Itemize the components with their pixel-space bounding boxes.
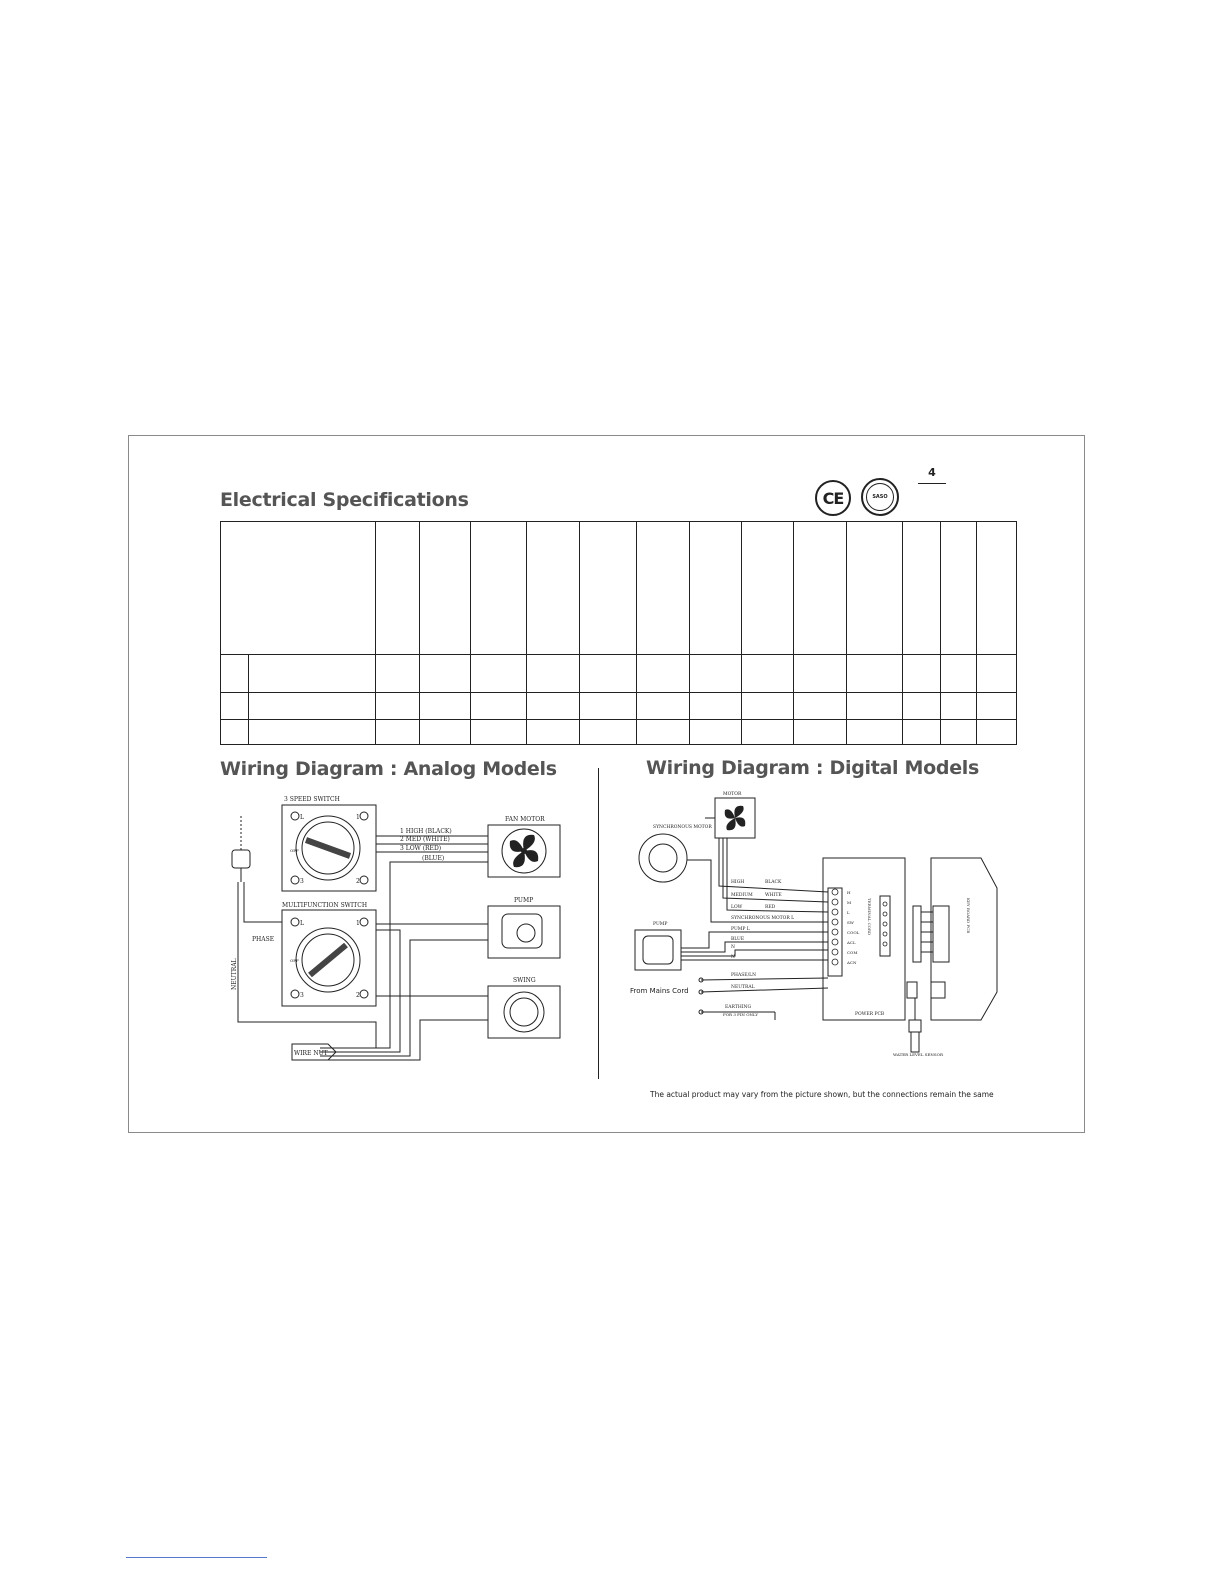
table-cell <box>742 720 794 745</box>
table-cell <box>420 522 471 655</box>
table-cell <box>847 693 902 720</box>
ce-mark-icon <box>815 480 851 516</box>
table-header-row <box>221 522 1017 655</box>
wire-label: EARTHING <box>725 1005 752 1010</box>
terminal-label: 1 <box>356 814 360 821</box>
synchronous-motor <box>639 834 687 882</box>
ce-label: CE <box>822 488 844 508</box>
fan-blades-icon <box>510 835 538 867</box>
terminal-label: 2 <box>356 878 360 885</box>
table-cell <box>221 693 249 720</box>
table-cell <box>742 522 794 655</box>
wire-label: WHITE <box>765 893 782 898</box>
terminal-pin-label: SW <box>847 920 854 925</box>
table-cell <box>636 655 689 693</box>
plug-icon <box>232 850 250 868</box>
pump-label: PUMP <box>653 922 668 927</box>
table-cell <box>526 655 579 693</box>
terminal-pin-label: ACN <box>847 960 857 965</box>
table-cell <box>375 655 420 693</box>
phase-label: PHASE <box>252 936 275 943</box>
footer-note: The actual product may vary from the picture shown, but the connections remain the same <box>650 1090 994 1099</box>
terminal-pin-label: M <box>847 900 852 905</box>
from-mains-label: From Mains Cord <box>630 987 689 995</box>
saso-label: SASO <box>872 494 888 500</box>
table-cell <box>526 720 579 745</box>
motor-label: MOTOR <box>723 792 742 797</box>
key-board-pcb <box>931 858 997 1020</box>
analog-wiring-diagram <box>220 790 570 1080</box>
table-cell <box>471 720 526 745</box>
digital-wiring-diagram <box>625 788 1000 1073</box>
table-cell <box>375 720 420 745</box>
table-cell <box>580 720 636 745</box>
table-cell <box>420 720 471 745</box>
table-row <box>221 655 1017 693</box>
dial-off-label: OFF <box>290 958 299 963</box>
pump-label: PUMP <box>514 897 534 904</box>
table-cell <box>526 693 579 720</box>
table-cell <box>794 720 847 745</box>
table-cell <box>248 720 375 745</box>
table-cell <box>221 655 249 693</box>
table-cell <box>471 655 526 693</box>
table-cell <box>742 655 794 693</box>
terminal-label: L <box>300 920 304 927</box>
terminal-label: 2 <box>356 992 360 999</box>
table-cell <box>902 655 940 693</box>
wire-label: LOW <box>731 905 743 910</box>
dial-off-label: OFF <box>290 848 299 853</box>
wire-label: RED <box>765 905 776 910</box>
table-cell <box>941 655 977 693</box>
spec-table <box>220 521 1017 745</box>
table-cell <box>580 693 636 720</box>
table-cell <box>794 522 847 655</box>
spec-title: Electrical Specifications <box>220 489 469 511</box>
table-cell <box>977 522 1017 655</box>
table-cell <box>689 522 741 655</box>
wire-nut-label: WIRE NUT <box>294 1050 328 1057</box>
motor-fan-icon <box>725 806 746 831</box>
wire-label: SYNCHRONOUS MOTOR L <box>731 916 795 921</box>
wire-label: N <box>731 955 735 960</box>
table-cell <box>636 693 689 720</box>
multifunction-switch-label: MULTIFUNCTION SWITCH <box>282 902 368 909</box>
table-cell <box>941 693 977 720</box>
table-row <box>221 693 1017 720</box>
blue-wire-label: (BLUE) <box>422 855 445 862</box>
table-cell <box>221 522 376 655</box>
table-cell <box>977 655 1017 693</box>
wire-label: MEDIUM <box>731 893 753 898</box>
fan-motor-label: FAN MOTOR <box>505 816 545 823</box>
sync-motor-label: SYNCHRONOUS MOTOR <box>653 825 712 830</box>
terminal-pin-label: ACL <box>847 940 856 945</box>
table-cell <box>420 693 471 720</box>
table-cell <box>471 522 526 655</box>
table-cell <box>977 720 1017 745</box>
swing-label: SWING <box>513 977 536 984</box>
terminal-pin-label: COM <box>847 950 858 955</box>
terminal-label: 3 <box>300 992 304 999</box>
key-board-label: KEY BOARD PCB <box>966 898 971 934</box>
wire-label: BLUE <box>731 937 745 942</box>
terminal-pin-label: H <box>847 890 851 895</box>
table-cell <box>526 522 579 655</box>
power-pcb-label: POWER PCB <box>855 1012 885 1017</box>
table-cell <box>636 522 689 655</box>
terminal-pin-label: COOL <box>847 930 860 935</box>
table-cell <box>847 655 902 693</box>
wire-label: PHASE/LN <box>731 973 757 978</box>
speed-switch-label: 3 SPEED SWITCH <box>284 796 340 803</box>
table-row <box>221 720 1017 745</box>
terminal-label: 1 <box>356 920 360 927</box>
table-cell <box>375 693 420 720</box>
section-divider <box>598 768 599 1079</box>
table-cell <box>221 720 249 745</box>
table-cell <box>794 693 847 720</box>
med-wire-label: 2 MED (WHITE) <box>400 836 450 843</box>
high-wire-label: 1 HIGH (BLACK) <box>400 828 452 835</box>
wire-label: FOR 3 PIN ONLY <box>723 1012 759 1017</box>
table-cell <box>471 693 526 720</box>
table-cell <box>941 720 977 745</box>
table-cell <box>847 720 902 745</box>
terminal-label: TERMINAL CORD <box>867 898 872 936</box>
table-cell <box>580 522 636 655</box>
table-cell <box>248 655 375 693</box>
wire-label: BLACK <box>765 880 782 885</box>
table-cell <box>847 522 902 655</box>
table-cell <box>689 693 741 720</box>
table-cell <box>902 693 940 720</box>
saso-mark-icon <box>861 478 899 516</box>
table-cell <box>977 693 1017 720</box>
analog-diagram-title: Wiring Diagram : Analog Models <box>220 758 557 780</box>
wire-label: NEUTRAL <box>731 985 755 990</box>
table-cell <box>689 655 741 693</box>
table-cell <box>902 720 940 745</box>
wire-label: N <box>731 945 735 950</box>
table-cell <box>580 655 636 693</box>
table-cell <box>248 693 375 720</box>
table-cell <box>420 655 471 693</box>
terminal-pin-label: L <box>847 910 850 915</box>
table-cell <box>742 693 794 720</box>
table-cell <box>689 720 741 745</box>
table-cell <box>902 522 940 655</box>
digital-diagram-title: Wiring Diagram : Digital Models <box>646 757 980 779</box>
terminal-label: L <box>300 814 304 821</box>
wire-label: HIGH <box>731 880 745 885</box>
table-cell <box>794 655 847 693</box>
water-level-sensor <box>911 1032 919 1052</box>
page-number: 4 <box>918 466 946 484</box>
swing-box <box>488 986 560 1038</box>
table-cell <box>941 522 977 655</box>
table-cell <box>636 720 689 745</box>
wire-label: PUMP L <box>731 927 750 932</box>
table-cell <box>375 522 420 655</box>
terminal-label: 3 <box>300 878 304 885</box>
neutral-label: NEUTRAL <box>231 958 238 990</box>
water-sensor-label: WATER LEVEL SENSOR <box>893 1052 943 1057</box>
footer-link-underline <box>126 1557 267 1558</box>
low-wire-label: 3 LOW (RED) <box>400 845 442 852</box>
